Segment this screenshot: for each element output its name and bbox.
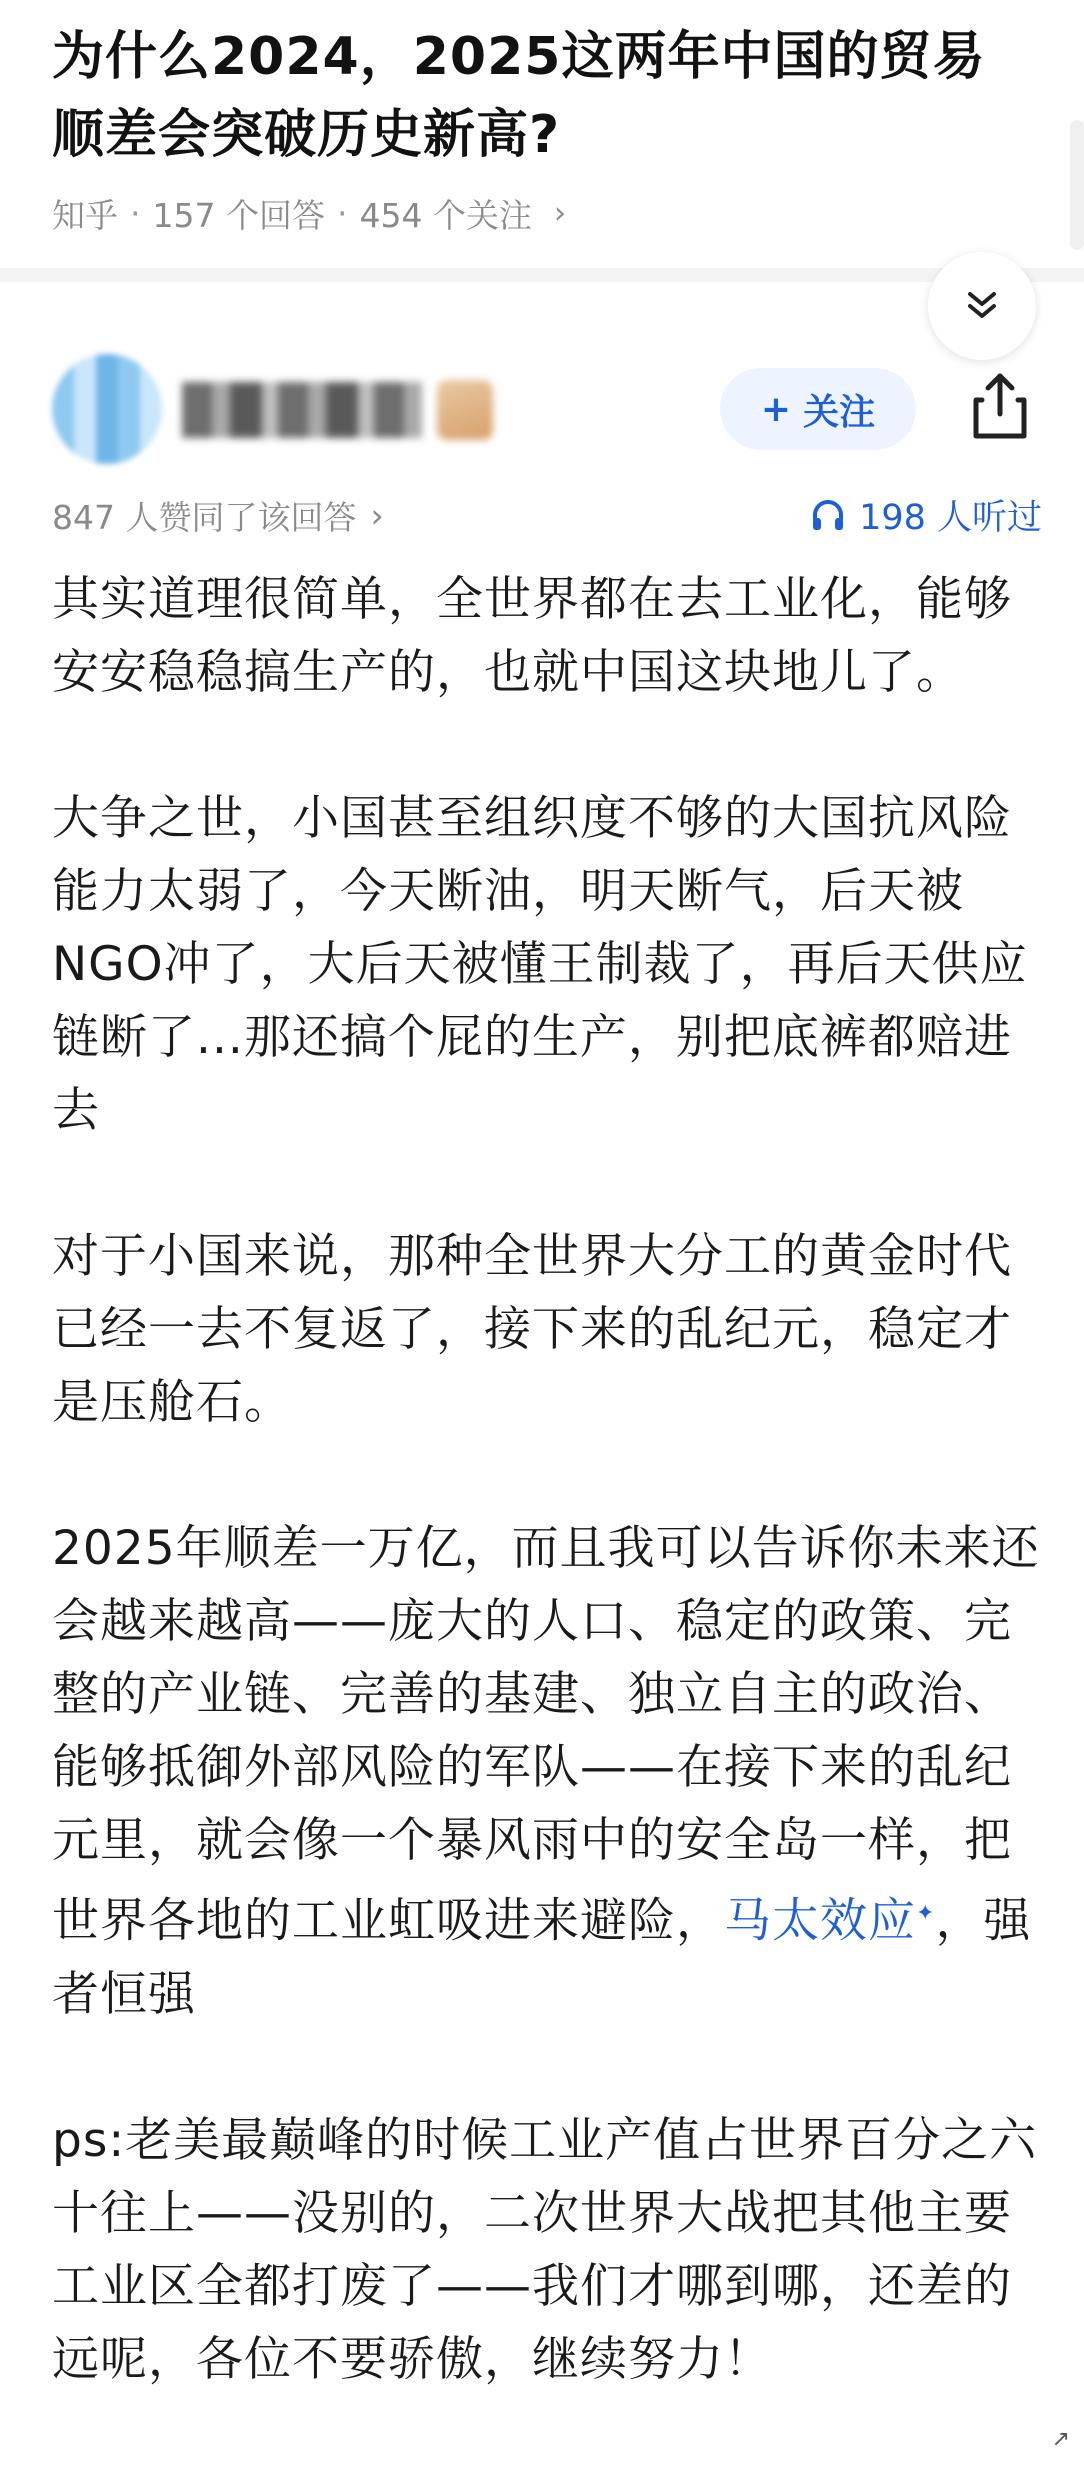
question-title[interactable]	[52, 18, 1032, 174]
corner-mark-icon: ↗	[1051, 2427, 1070, 2452]
separator-dot: ·	[336, 194, 348, 233]
chevron-right-icon: ›	[553, 196, 566, 231]
collapse-button[interactable]	[928, 252, 1036, 360]
question-meta[interactable]	[52, 190, 566, 237]
avatar[interactable]	[52, 354, 162, 464]
plus-icon: +	[760, 388, 792, 430]
follow-label: 关注	[803, 391, 876, 433]
answer-paragraph-4-text: 2025年顺差一万亿，而且我可以告诉你未来还会越来越高——庞大的人口、稳定的政策、完整的产业链、完善的基建、独立自主的政治、能够抵御外部风险的军队——在接下来的乱纪元里，就会像一个暴风雨中的安全岛一样，把世界各地的工业虹吸进来避险，	[52, 1521, 1040, 1949]
follower-count: 454 个关注	[359, 196, 532, 235]
answer-paragraph-3: 对于小国来说，那种全世界大分工的黄金时代已经一去不复返了，接下来的乱纪元，稳定才是压舱石。	[52, 1229, 1012, 1430]
answer-count: 157 个回答	[152, 196, 325, 235]
author-row	[52, 354, 1042, 464]
answer-paragraph-2: 大争之世，小国甚至组织度不够的大国抗风险能力太弱了，今天断油，明天断气，后天被NGO冲了，大后天被懂王制裁了，再后天供应链断了...那还搞个屁的生产，别把底裤都赔进去	[52, 791, 1028, 1138]
upvote-count: 847 人赞同了该回答	[52, 497, 357, 537]
answer-paragraph-4-tail: ，强者恒强	[52, 1893, 1032, 2022]
answer-paragraph-1: 其实道理很简单，全世界都在去工业化，能够安安稳稳搞生产的，也就中国这块地儿了。	[52, 572, 1012, 700]
follow-button[interactable]	[720, 368, 916, 450]
scrollbar[interactable]	[1070, 120, 1084, 250]
question-title-line1: 为什么2024，2025这两年中国的贸易	[52, 27, 986, 87]
source-label: 知乎	[52, 196, 118, 235]
matthew-effect-link[interactable]: 马太效应	[724, 1893, 916, 1949]
section-divider	[0, 268, 1084, 282]
listen-count-link[interactable]	[809, 490, 1042, 540]
author-name-blurred[interactable]	[182, 382, 422, 438]
stats-row	[52, 490, 1042, 540]
link-sparkle-icon: ✦	[916, 1901, 936, 1926]
answer-body	[52, 563, 1042, 2469]
author-badge-icon	[437, 380, 493, 440]
chevron-right-icon: ›	[370, 495, 384, 535]
answer-paragraph-4	[52, 1512, 1042, 2031]
separator-dot: ·	[130, 194, 141, 233]
listen-count: 198 人听过	[859, 498, 1042, 538]
double-chevron-down-icon	[962, 286, 1002, 326]
question-title-line2: 顺差会突破历史新高?	[52, 105, 561, 165]
upvote-summary[interactable]	[52, 492, 384, 539]
answer-paragraph-5: ps:老美最巅峰的时候工业产值占世界百分之六十往上——没别的，二次世界大战把其他主要工业区全都打废了——我们才哪到哪，还差的远呢，各位不要骄傲，继续努力！	[52, 2112, 1038, 2387]
share-icon[interactable]	[962, 366, 1038, 446]
headphones-icon	[809, 496, 847, 534]
